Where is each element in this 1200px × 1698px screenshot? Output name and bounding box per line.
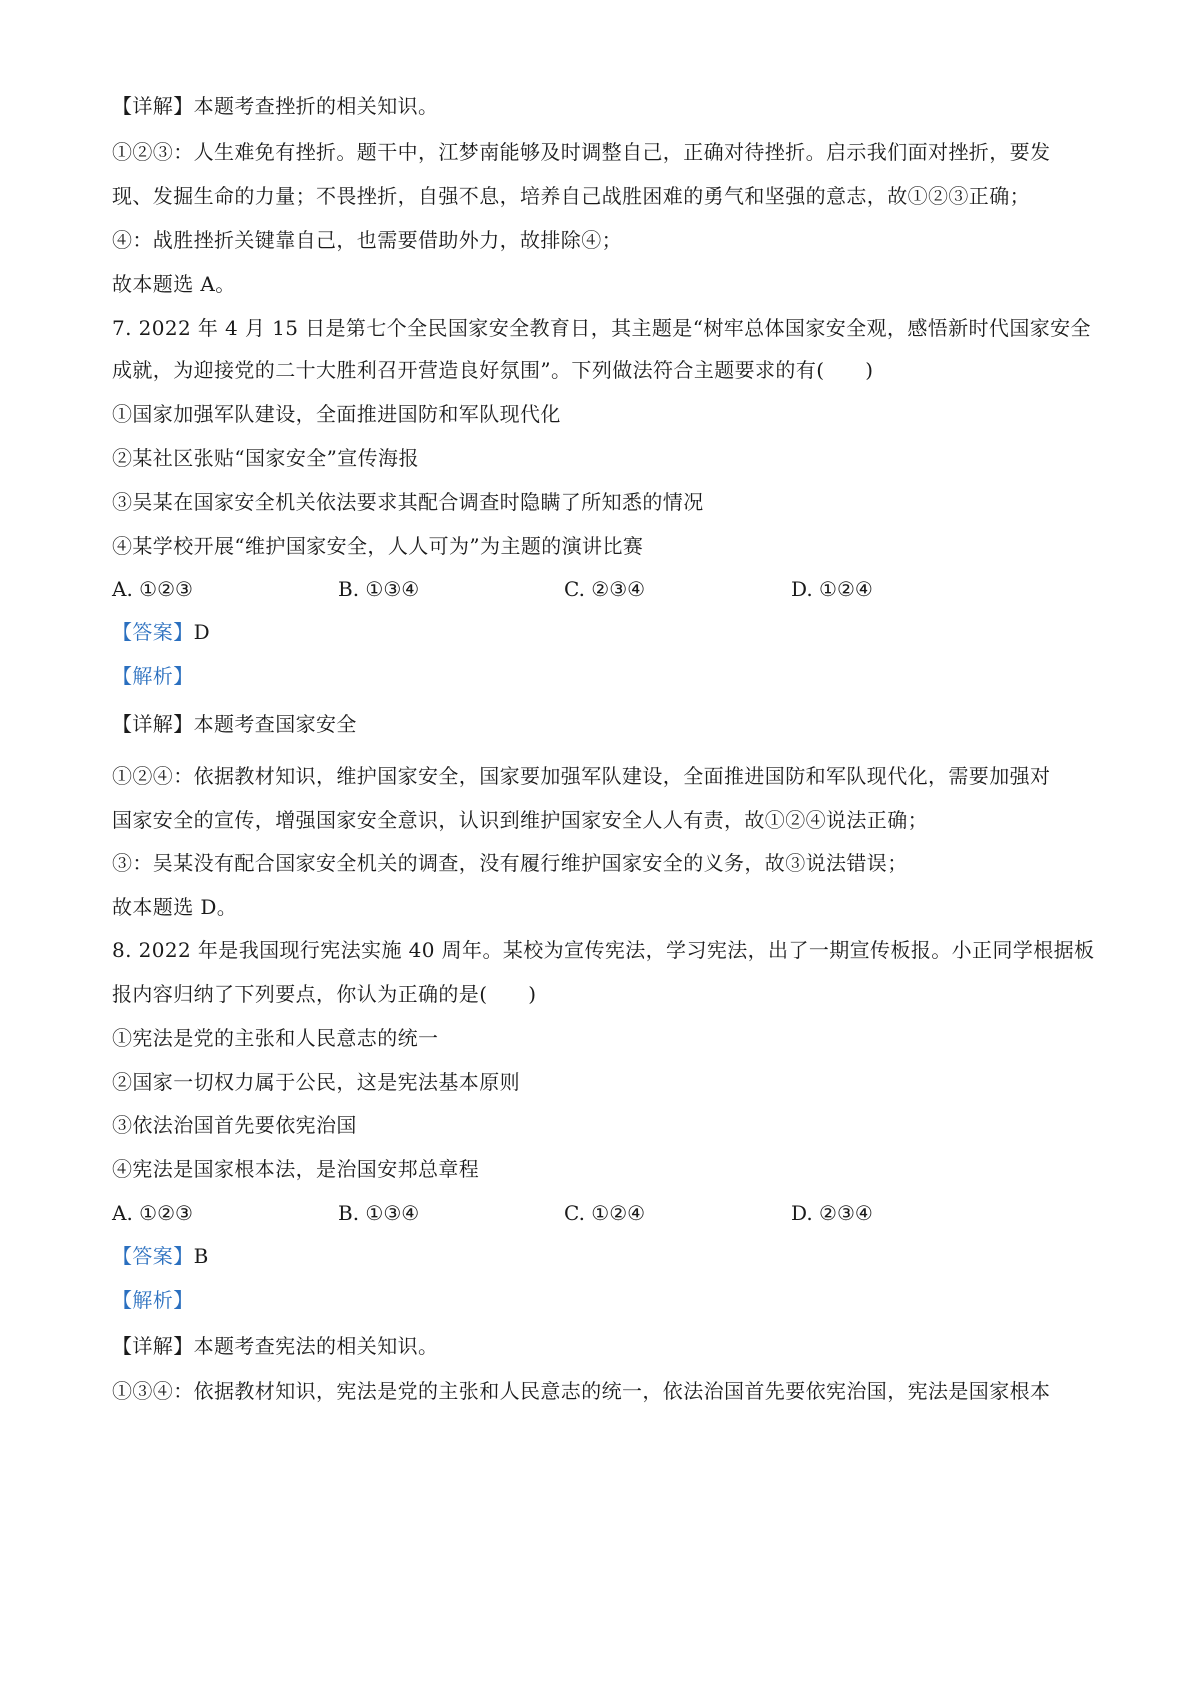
q8-stem-line-2: 报内容归纳了下列要点，你认为正确的是( ) [112, 982, 537, 1006]
q7-explanation-line-2: 国家安全的宣传，增强国家安全意识，认识到维护国家安全人人有责，故①②④说法正确； [112, 808, 928, 832]
q7-conclusion: 故本题选 D。 [112, 895, 238, 919]
prev-explanation-line-1: ①②③：人生难免有挫折。题干中，江梦南能够及时调整自己，正确对待挫折。启示我们面对挫折，要发 [112, 140, 1051, 164]
answer-tag: 【答案】 [112, 1244, 194, 1268]
detail-text: 本题考查宪法的相关知识。 [193, 1334, 439, 1358]
detail-text: 本题考查挫折的相关知识。 [193, 94, 439, 118]
analysis-tag: 【解析】 [112, 1288, 194, 1312]
q7-answer-line [112, 618, 210, 646]
detail-tag: 【详解】 [112, 94, 194, 118]
detail-tag: 【详解】 [112, 1334, 194, 1358]
q7-explanation-line-3: ③：吴某没有配合国家安全机关的调查，没有履行维护国家安全的义务，故③说法错误； [112, 851, 908, 875]
q7-option-d: D. ①②④ [791, 577, 873, 601]
prev-explanation-line-2: 现、发掘生命的力量；不畏挫折，自强不息，培养自己战胜困难的勇气和坚强的意志，故①②③正确； [112, 184, 1030, 208]
q7-analysis-line [112, 662, 194, 690]
q7-option-b: B. ①③④ [338, 577, 420, 601]
q7-option-c: C. ②③④ [564, 577, 646, 601]
q8-analysis-line [112, 1286, 194, 1314]
prev-conclusion: 故本题选 A。 [112, 272, 236, 296]
q7-stem-line-1: 7. 2022 年 4 月 15 日是第七个全民国家安全教育日，其主题是“树牢总体国家安全观，感悟新时代国家安全 [112, 316, 1091, 340]
answer-value: B [193, 1244, 209, 1268]
q8-item-2: ②国家一切权力属于公民，这是宪法基本原则 [112, 1070, 520, 1094]
prev-explanation-line-3: ④：战胜挫折关键靠自己，也需要借助外力，故排除④； [112, 228, 622, 252]
q7-stem-line-2: 成就，为迎接党的二十大胜利召开营造良好氛围”。下列做法符合主题要求的有( ) [112, 358, 874, 382]
detail-tag: 【详解】 [112, 712, 194, 736]
q7-item-3: ③吴某在国家安全机关依法要求其配合调查时隐瞒了所知悉的情况 [112, 490, 704, 514]
q8-detail-line [112, 1332, 438, 1360]
q7-item-1: ①国家加强军队建设，全面推进国防和军队现代化 [112, 402, 561, 426]
answer-tag: 【答案】 [112, 620, 194, 644]
q7-item-2: ②某社区张贴“国家安全”宣传海报 [112, 446, 419, 470]
q8-stem-line-1: 8. 2022 年是我国现行宪法实施 40 周年。某校为宣传宪法，学习宪法，出了一期宣传板报。小正同学根据板 [112, 938, 1095, 962]
answer-value: D [193, 620, 211, 644]
q7-detail-line [112, 710, 357, 738]
q8-item-1: ①宪法是党的主张和人民意志的统一 [112, 1026, 439, 1050]
prev-detail-line [112, 92, 438, 120]
analysis-tag: 【解析】 [112, 664, 194, 688]
q8-option-a: A. ①②③ [112, 1201, 193, 1225]
q8-explanation-line-1: ①③④：依据教材知识，宪法是党的主张和人民意志的统一，依法治国首先要依宪治国，宪法是国家根本 [112, 1379, 1051, 1403]
q7-item-4: ④某学校开展“维护国家安全，人人可为”为主题的演讲比赛 [112, 534, 644, 558]
q8-answer-line [112, 1242, 209, 1270]
detail-text: 本题考查国家安全 [193, 712, 357, 736]
q8-option-b: B. ①③④ [338, 1201, 420, 1225]
q8-option-c: C. ①②④ [564, 1201, 646, 1225]
q8-item-3: ③依法治国首先要依宪治国 [112, 1113, 357, 1137]
q7-option-a: A. ①②③ [112, 577, 193, 601]
q7-explanation-line-1: ①②④：依据教材知识，维护国家安全，国家要加强军队建设，全面推进国防和军队现代化，需要加强对 [112, 764, 1051, 788]
q8-item-4: ④宪法是国家根本法，是治国安邦总章程 [112, 1157, 480, 1181]
q8-option-d: D. ②③④ [791, 1201, 873, 1225]
